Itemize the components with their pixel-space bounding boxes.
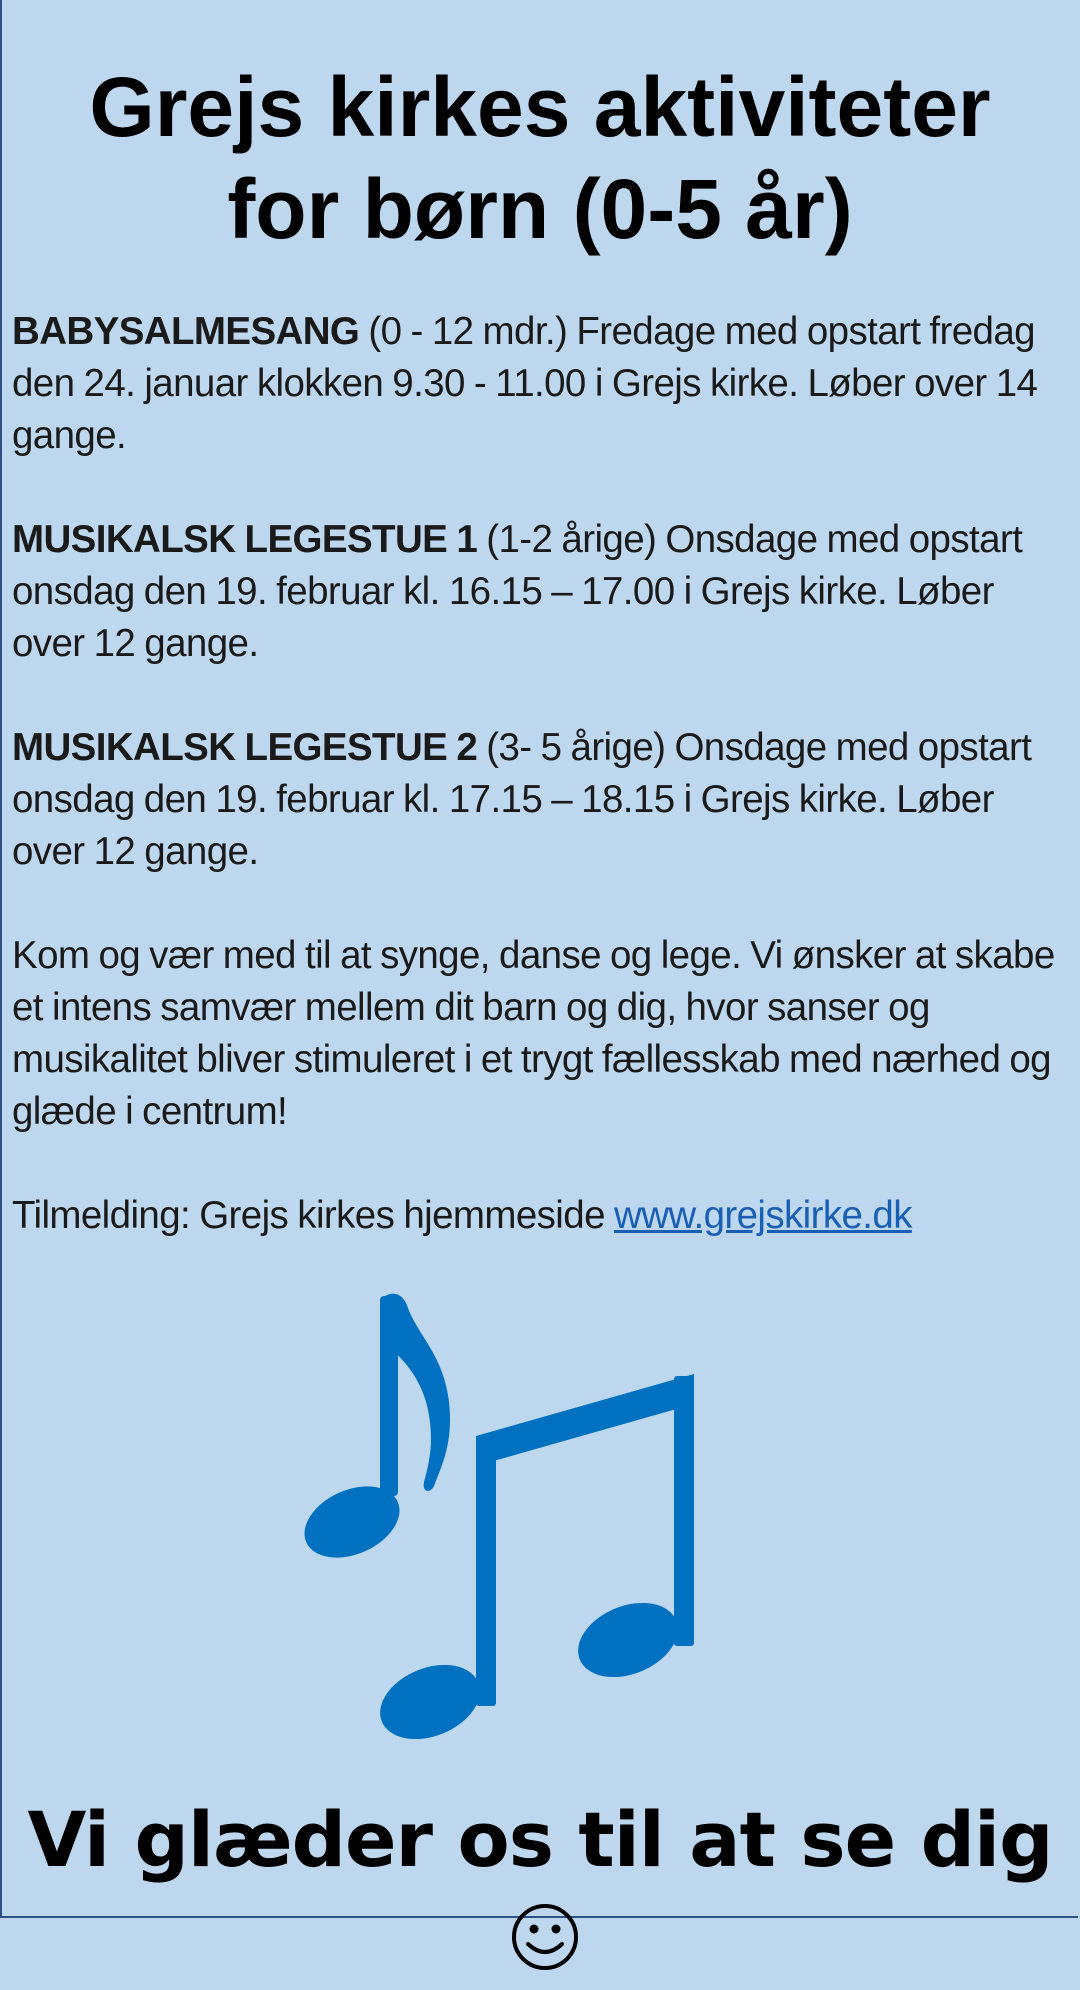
activity-legestue-2	[12, 722, 1072, 878]
activity-details: (1-2 årige) Onsdage med opstart onsdag den 19. februar kl. 16.15 – 17.00 i Grejs kirke. Løber over 12 gange.	[12, 518, 1023, 665]
content-body	[12, 306, 1072, 1294]
activity-details: (3- 5 årige) Onsdage med opstart onsdag den 19. februar kl. 17.15 – 18.15 i Grejs kirke. Løber over 12 gange.	[12, 726, 1032, 873]
smiley-icon	[510, 1902, 580, 1972]
activity-name: BABYSALMESANG	[12, 310, 360, 353]
signup-line	[12, 1190, 1072, 1242]
footer-text: Vi glæder os til at se dig	[27, 1795, 1053, 1884]
signup-label: Tilmelding: Grejs kirkes hjemmeside	[12, 1194, 614, 1237]
title-line-1: Grejs kirkes aktiviteter	[89, 60, 991, 154]
page-title	[0, 56, 1080, 260]
footer-message	[0, 1790, 1080, 1990]
website-link[interactable]: www.grejskirke.dk	[613, 1194, 912, 1237]
activity-name: MUSIKALSK LEGESTUE 2	[12, 726, 478, 769]
activity-legestue-1	[12, 514, 1072, 670]
activity-name: MUSIKALSK LEGESTUE 1	[12, 518, 478, 561]
activity-babysalmesang	[12, 306, 1072, 462]
music-notes-icon	[300, 1290, 720, 1750]
title-line-2: for børn (0-5 år)	[227, 162, 853, 256]
activity-details: (0 - 12 mdr.) Fredage med opstart fredag den 24. januar klokken 9.30 - 11.00 i Grejs kirke. Løber over 14 gange.	[12, 310, 1038, 457]
description: Kom og vær med til at synge, danse og lege. Vi ønsker at skabe et intens samvær mellem dit barn og dig, hvor sanser og musikalitet bliver stimuleret i et trygt fællesskab med nærhed og glæde i centrum!	[12, 934, 1055, 1133]
